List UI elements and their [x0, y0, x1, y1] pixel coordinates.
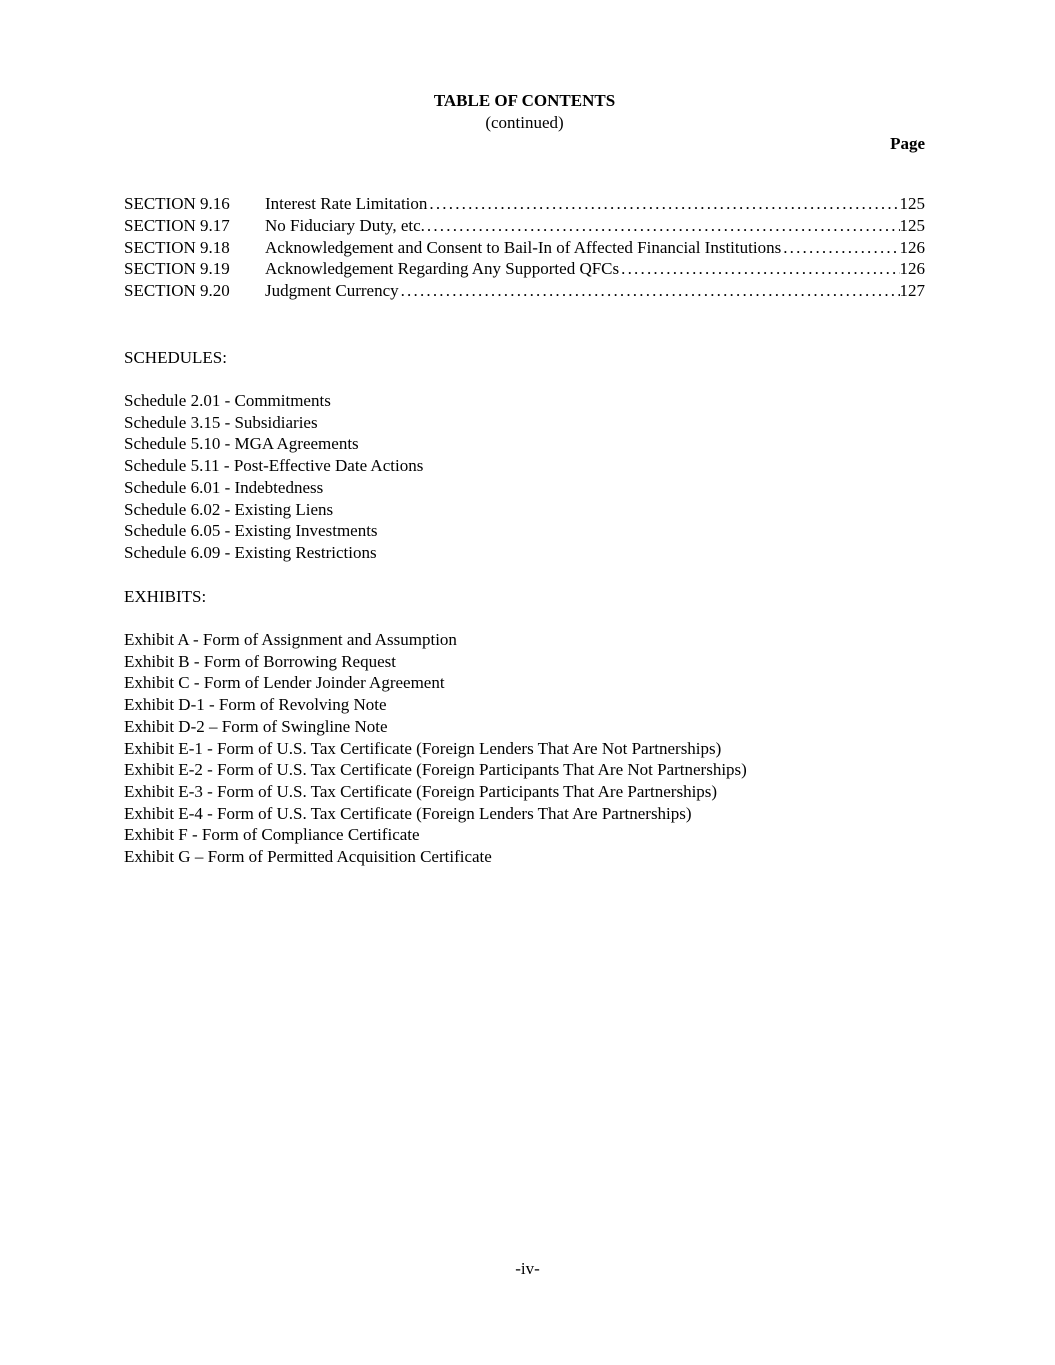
- schedule-item: Schedule 5.11 - Post-Effective Date Actions: [124, 456, 424, 476]
- toc-entries-list: [124, 193, 925, 302]
- toc-page-number: 125: [899, 194, 925, 214]
- schedule-item: Schedule 6.02 - Existing Liens: [124, 499, 334, 519]
- exhibit-item: Exhibit A - Form of Assignment and Assumption: [124, 630, 457, 650]
- page-title: TABLE OF CONTENTS: [433, 91, 616, 110]
- exhibit-item: Exhibit F - Form of Compliance Certificate: [124, 825, 420, 845]
- exhibit-item: Exhibit B - Form of Borrowing Request: [124, 651, 396, 671]
- toc-entry-title: Acknowledgement and Consent to Bail-In of Affected Financial Institutions: [265, 237, 782, 257]
- exhibit-item: Exhibit G – Form of Permitted Acquisition Certificate: [124, 847, 492, 867]
- toc-dot-leader: [429, 193, 899, 215]
- page-number-footer: -iv-: [515, 1259, 540, 1278]
- toc-dot-leader: [401, 280, 900, 302]
- toc-row: [124, 280, 925, 302]
- exhibit-item: Exhibit D-2 – Form of Swingline Note: [124, 716, 388, 736]
- toc-entry-title: Acknowledgement Regarding Any Supported QFCs: [265, 259, 620, 279]
- schedule-item: Schedule 6.09 - Existing Restrictions: [124, 542, 377, 562]
- toc-page-number: 127: [899, 280, 925, 300]
- toc-section-number: SECTION 9.18: [124, 237, 230, 257]
- document-header: [124, 90, 925, 155]
- toc-section-number: SECTION 9.20: [124, 280, 230, 300]
- toc-row: [124, 237, 925, 259]
- schedule-item: Schedule 5.10 - MGA Agreements: [124, 434, 359, 454]
- schedule-item: Schedule 6.01 - Indebtedness: [124, 477, 324, 497]
- toc-entry-title: No Fiduciary Duty, etc.: [265, 215, 425, 235]
- exhibit-item: Exhibit E-2 - Form of U.S. Tax Certificate (Foreign Participants That Are Not Partnerships): [124, 760, 747, 780]
- toc-entry-title: Judgment Currency: [265, 280, 399, 300]
- toc-section-number: SECTION 9.17: [124, 215, 230, 235]
- toc-row: [124, 258, 925, 280]
- exhibit-item: Exhibit C - Form of Lender Joinder Agreement: [124, 673, 445, 693]
- toc-row: [124, 193, 925, 215]
- schedule-item: Schedule 6.05 - Existing Investments: [124, 521, 378, 541]
- toc-page-number: 126: [899, 237, 925, 257]
- exhibit-item: Exhibit E-1 - Form of U.S. Tax Certificate (Foreign Lenders That Are Not Partnerships): [124, 738, 722, 758]
- toc-dot-leader: [427, 215, 900, 237]
- schedules-heading: SCHEDULES:: [124, 347, 227, 367]
- page-column-label: Page: [890, 134, 925, 154]
- exhibits-heading: EXHIBITS:: [124, 586, 207, 606]
- exhibit-item: Exhibit E-4 - Form of U.S. Tax Certificate (Foreign Lenders That Are Partnerships): [124, 803, 692, 823]
- toc-page-number: 126: [899, 259, 925, 279]
- toc-section-number: SECTION 9.16: [124, 194, 230, 214]
- page-subtitle: (continued): [485, 112, 564, 132]
- exhibit-item: Exhibit D-1 - Form of Revolving Note: [124, 695, 387, 715]
- toc-section-number: SECTION 9.19: [124, 259, 230, 279]
- toc-dot-leader: [783, 237, 899, 259]
- schedule-item: Schedule 3.15 - Subsidiaries: [124, 412, 318, 432]
- exhibit-item: Exhibit E-3 - Form of U.S. Tax Certificate (Foreign Participants That Are Partnerships): [124, 781, 718, 801]
- exhibits-section: [124, 586, 925, 868]
- toc-row: [124, 215, 925, 237]
- toc-entry-title: Interest Rate Limitation: [265, 194, 428, 214]
- toc-page-number: 125: [899, 215, 925, 235]
- schedule-item: Schedule 2.01 - Commitments: [124, 391, 331, 411]
- schedules-section: [124, 347, 925, 564]
- toc-dot-leader: [621, 258, 899, 280]
